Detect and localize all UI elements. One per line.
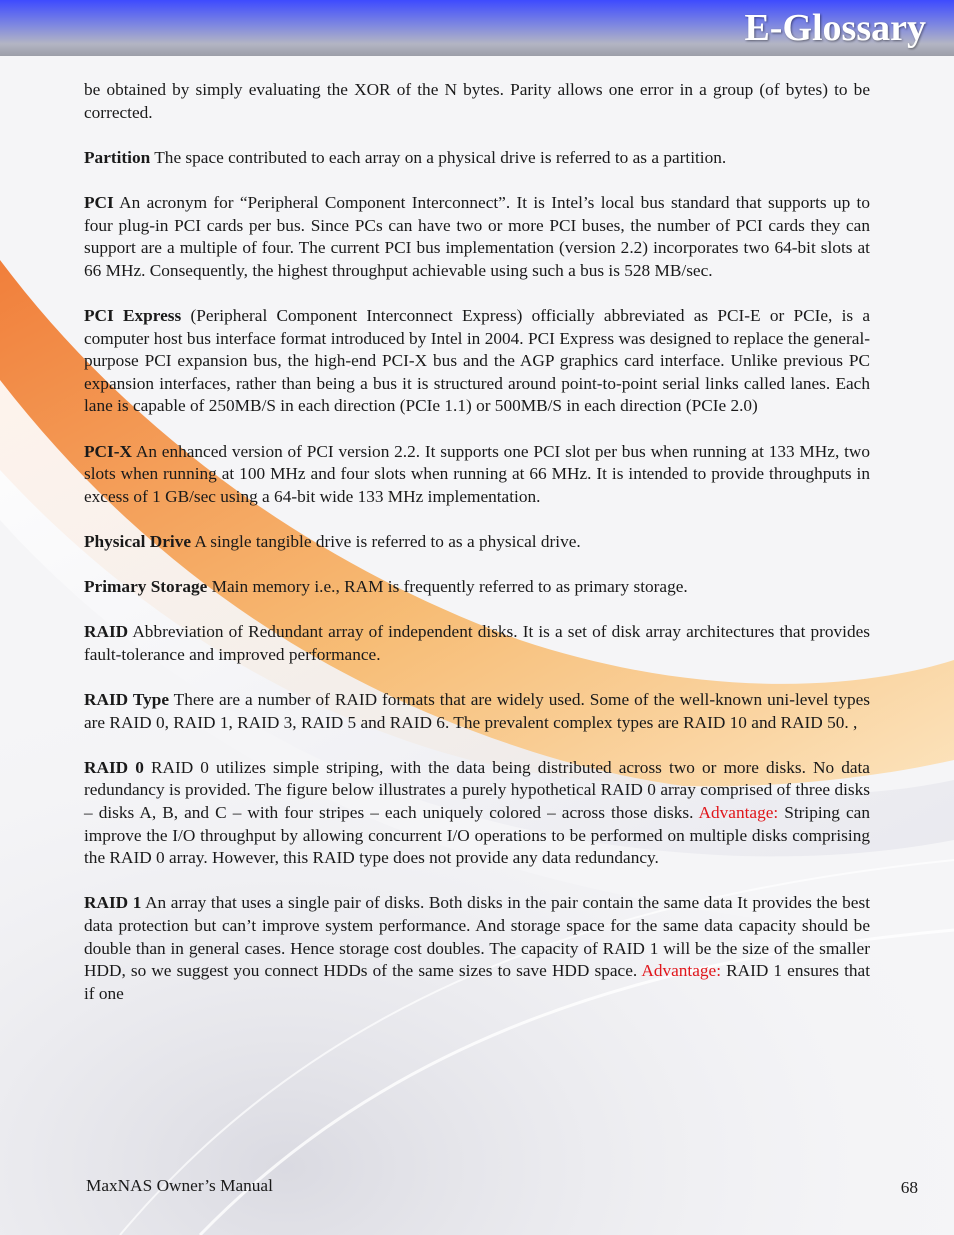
intro-paragraph: be obtained by simply evaluating the XOR of the N bytes. Parity allows one error in a group (of bytes) to be corrected.	[84, 80, 870, 122]
advantage-label: Advantage:	[641, 961, 721, 981]
page-title: E-Glossary	[744, 7, 926, 49]
glossary-definition: An enhanced version of PCI version 2.2. It supports one PCI slot per bus when running at 133 MHz, two slots when running at 100 MHz and four slots when running at 66 MHz. It is intended to provide throughputs in excess of 1 GB/sec using a 64-bit wide 133 MHz implementation.	[84, 441, 870, 506]
glossary-term: PCI	[84, 192, 114, 212]
glossary-definition: An array that uses a single pair of disks. Both disks in the pair contain the same data It provides the best data protection but can’t improve system performance. And storage space for the same data capacity should be double than in general cases. Hence storage cost doubles. The capacity of RAID 1 will be the size of the smaller HDD, so we suggest you connect HDDs of the same sizes to save HDD space.	[84, 893, 870, 981]
glossary-entry-pci-express	[84, 305, 870, 418]
glossary-entry-raid-1	[84, 892, 870, 1005]
glossary-entry-raid	[84, 621, 870, 666]
page-header	[0, 0, 954, 56]
glossary-entry-partition	[84, 147, 870, 170]
glossary-definition: (Peripheral Component Interconnect Express) officially abbreviated as PCI-E or PCIe, is a computer host bus interface format introduced by Intel in 2004. PCI Express was designed to replace the general-purpose PCI expansion bus, the high-end PCI-X bus and the AGP graphics card interface. Unlike previous PC expansion interfaces, rather than being a bus it is structured around point-to-point serial links called lanes. Each lane is capable of 250MB/S in each direction (PCIe 1.1) or 500MB/S in each direction (PCIe 2.0)	[84, 305, 871, 416]
glossary-term: Physical Drive	[84, 531, 192, 551]
glossary-entry-raid-0	[84, 757, 870, 870]
page-number: 68	[900, 1178, 918, 1197]
glossary-entry-raid-type	[84, 689, 870, 734]
glossary-term: Primary Storage	[84, 577, 208, 597]
glossary-definition-continued: RAID 1 ensures that if one	[84, 961, 871, 1003]
glossary-term: RAID 0	[84, 757, 144, 777]
glossary-term: RAID 1	[84, 893, 142, 913]
glossary-term: RAID	[84, 622, 129, 642]
glossary-definition: Main memory i.e., RAM is frequently referred to as primary storage.	[207, 577, 688, 597]
glossary-term: RAID Type	[84, 690, 169, 710]
glossary-definition: Abbreviation of Redundant array of independent disks. It is a set of disk array architectures that provides fault-tolerance and improved performance.	[84, 622, 870, 664]
footer-manual-title: MaxNAS Owner’s Manual	[86, 1176, 273, 1195]
glossary-entry-primary-storage	[84, 576, 870, 599]
glossary-content	[84, 79, 870, 1028]
advantage-label: Advantage:	[698, 803, 779, 822]
glossary-term: PCI-X	[84, 441, 132, 461]
glossary-definition: RAID 0 utilizes simple striping, with the data being distributed across two or more disks. No data redundancy is provided. The figure below illustrates a purely hypothetical RAID 0 array comprised of three disks – disks A, B, and C – with four stripes – each uniquely colored – across those disks.	[84, 757, 870, 822]
glossary-definition: An acronym for “Peripheral Component Interconnect”. It is Intel’s local bus standard that supports up to four plug-in PCI cards per bus. Since PCs can have two or more PCI buses, the number of PCI cards they can support are a multiple of four. The current PCI bus implementation (version 2.2) incorporates two 64-bit slots at 66 MHz. Consequently, the highest throughput achievable using such a bus is 528 MB/sec.	[84, 192, 870, 280]
glossary-entry-pci-x	[84, 441, 870, 509]
glossary-definition: The space contributed to each array on a physical drive is referred to as a partition.	[150, 147, 727, 167]
glossary-entry-pci	[84, 192, 870, 282]
glossary-term: PCI Express	[84, 305, 182, 325]
glossary-definition: A single tangible drive is referred to as a physical drive.	[191, 531, 581, 551]
glossary-term: Partition	[84, 147, 151, 167]
glossary-definition: There are a number of RAID formats that are widely used. Some of the well-known uni-level types are RAID 0, RAID 1, RAID 3, RAID 5 and RAID 6. The prevalent complex types are RAID 10 and RAID 50. ,	[84, 690, 870, 732]
glossary-entry-physical-drive	[84, 531, 870, 554]
glossary-definition-continued: Striping can improve the I/O throughput by allowing concurrent I/O operations to be performed on multiple disks comprising the RAID 0 array. However, this RAID type does not provide any data redundancy.	[84, 803, 870, 868]
